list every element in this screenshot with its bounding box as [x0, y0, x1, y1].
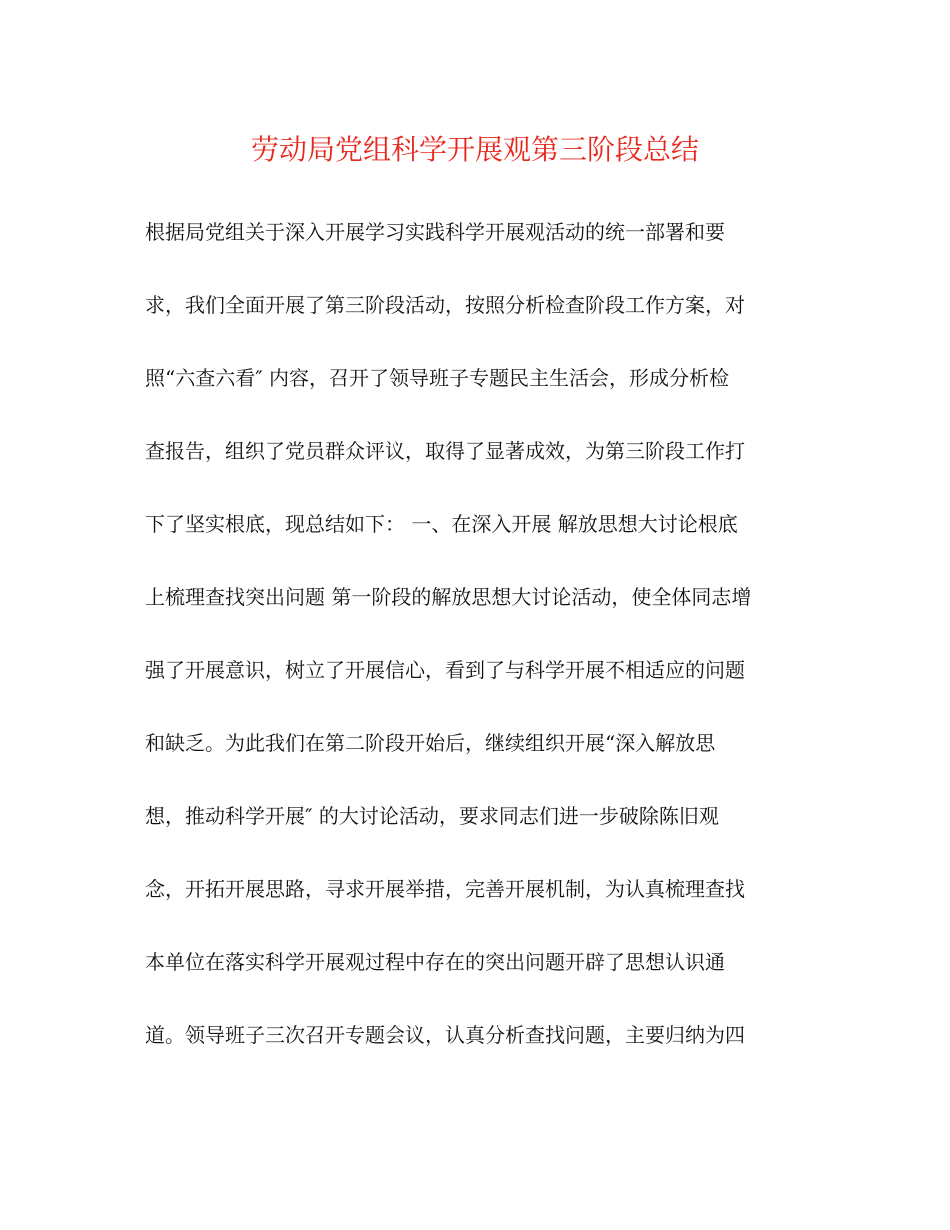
- body-line: 上梳理查找突出问题 第一阶段的解放思想大讨论活动，使全体同志增: [145, 585, 752, 609]
- body-line: 道。领导班子三次召开专题会议，认真分析查找问题，主要归纳为四: [145, 1023, 745, 1047]
- body-line: 下了坚实根底，现总结如下： 一、在深入开展 解放思想大讨论根底: [145, 512, 738, 536]
- body-line: 和缺乏。为此我们在第二阶段开始后，继续组织开展“深入解放思: [145, 731, 716, 755]
- body-line: 本单位在落实科学开展观过程中存在的突出问题开辟了思想认识通: [145, 950, 725, 974]
- body-line: 强了开展意识，树立了开展信心，看到了与科学开展不相适应的问题: [145, 658, 745, 682]
- body-line: 想，推动科学开展″ 的大讨论活动，要求同志们进一步破除陈旧观: [145, 804, 719, 828]
- document-body: [145, 216, 845, 1092]
- body-line: 念，开拓开展思路，寻求开展举措，完善开展机制，为认真梳理查找: [145, 877, 745, 901]
- body-line: 求，我们全面开展了第三阶段活动，按照分析检查阶段工作方案，对: [145, 293, 745, 317]
- body-line: 照“六查六看″ 内容，召开了领导班子专题民主生活会，形成分析检: [145, 366, 730, 390]
- body-line: 根据局党组关于深入开展学习实践科学开展观活动的统一部署和要: [145, 220, 725, 244]
- body-line: 查报告，组织了党员群众评议，取得了显著成效，为第三阶段工作打: [145, 439, 745, 463]
- document-title: 劳动局党组科学开展观第三阶段总结: [250, 133, 699, 166]
